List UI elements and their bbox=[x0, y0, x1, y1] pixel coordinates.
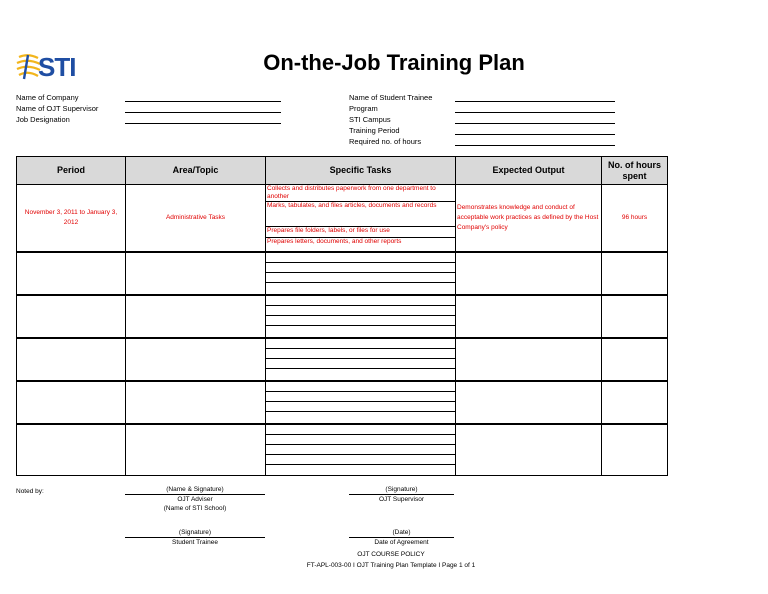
date-caption: (Date) bbox=[392, 529, 411, 536]
table-row bbox=[17, 424, 668, 476]
supervisor-signature-block[interactable] bbox=[349, 485, 454, 504]
field-company[interactable] bbox=[16, 92, 276, 103]
adviser-caption: (Name & Signature) bbox=[166, 486, 224, 493]
field-training-period[interactable] bbox=[349, 125, 669, 136]
noted-by-label: Noted by: bbox=[16, 488, 44, 495]
area-cell[interactable] bbox=[126, 381, 266, 424]
tasks-cell[interactable] bbox=[266, 381, 456, 424]
field-sti-campus[interactable] bbox=[349, 114, 669, 125]
field-program[interactable] bbox=[349, 103, 669, 114]
table-row bbox=[17, 381, 668, 424]
hours-cell[interactable]: 96 hours bbox=[602, 185, 668, 252]
header-period: Period bbox=[17, 157, 126, 185]
field-label: Training Period bbox=[349, 126, 400, 135]
output-cell[interactable] bbox=[456, 381, 602, 424]
task-item[interactable]: Marks, tabulates, and files articles, documents and records bbox=[266, 202, 455, 227]
field-label: Name of Student Trainee bbox=[349, 93, 433, 102]
header-area-topic: Area/Topic bbox=[126, 157, 266, 185]
table-header-row bbox=[17, 157, 668, 185]
adviser-signature-block[interactable] bbox=[125, 485, 265, 513]
period-cell[interactable] bbox=[17, 381, 126, 424]
logo-text: STI bbox=[38, 52, 76, 82]
hours-cell[interactable] bbox=[602, 295, 668, 338]
output-cell[interactable]: Demonstrates knowledge and conduct of acceptable work practices as defined by the Host Company's policy bbox=[456, 185, 602, 252]
trainee-signature-block[interactable] bbox=[125, 528, 265, 547]
footer-template: FT-APL-003-00 I OJT Training Plan Template I Page 1 of 1 bbox=[306, 562, 476, 569]
footer-policy: OJT COURSE POLICY bbox=[357, 551, 425, 558]
table-row bbox=[17, 252, 668, 295]
supervisor-caption: (Signature) bbox=[385, 486, 418, 493]
field-ojt-supervisor[interactable] bbox=[16, 103, 276, 114]
task-item[interactable]: Collects and distributes paperwork from one department to another bbox=[266, 185, 455, 202]
table-row bbox=[17, 185, 668, 252]
hours-cell[interactable] bbox=[602, 252, 668, 295]
hours-cell[interactable] bbox=[602, 424, 668, 476]
area-cell[interactable] bbox=[126, 295, 266, 338]
area-cell[interactable]: Administrative Tasks bbox=[126, 185, 266, 252]
date-title: Date of Agreement bbox=[349, 537, 454, 547]
task-item[interactable]: Prepares file folders, labels, or files for use bbox=[266, 227, 455, 238]
field-required-hours[interactable] bbox=[349, 136, 669, 147]
adviser-title: OJT Adviser bbox=[125, 494, 265, 504]
period-cell[interactable]: November 3, 2011 to January 3, 2012 bbox=[17, 185, 126, 252]
field-label: Name of Company bbox=[16, 93, 79, 102]
trainee-caption: (Signature) bbox=[178, 529, 212, 536]
period-cell[interactable] bbox=[17, 338, 126, 381]
field-label: STI Campus bbox=[349, 115, 391, 124]
period-cell[interactable] bbox=[17, 295, 126, 338]
output-cell[interactable] bbox=[456, 424, 602, 476]
field-label: Job Designation bbox=[16, 115, 70, 124]
trainee-title: Student Trainee bbox=[125, 537, 265, 547]
output-cell[interactable] bbox=[456, 295, 602, 338]
field-label: Program bbox=[349, 104, 378, 113]
hours-cell[interactable] bbox=[602, 338, 668, 381]
area-cell[interactable] bbox=[126, 252, 266, 295]
table-row bbox=[17, 338, 668, 381]
header-hours-spent: No. of hours spent bbox=[602, 157, 668, 185]
tasks-cell[interactable] bbox=[266, 424, 456, 476]
tasks-cell[interactable] bbox=[266, 295, 456, 338]
output-cell[interactable] bbox=[456, 252, 602, 295]
right-fields bbox=[349, 92, 669, 147]
table-row bbox=[17, 295, 668, 338]
supervisor-title: OJT Supervisor bbox=[349, 494, 454, 504]
output-cell[interactable] bbox=[456, 338, 602, 381]
field-student-trainee[interactable] bbox=[349, 92, 669, 103]
period-cell[interactable] bbox=[17, 424, 126, 476]
training-plan-table bbox=[16, 156, 668, 476]
area-cell[interactable] bbox=[126, 338, 266, 381]
tasks-cell[interactable] bbox=[266, 338, 456, 381]
page-title: On-the-Job Training Plan bbox=[263, 50, 525, 75]
header-specific-tasks: Specific Tasks bbox=[266, 157, 456, 185]
task-item[interactable]: Prepares letters, documents, and other reports bbox=[267, 238, 402, 245]
tasks-cell bbox=[266, 185, 456, 252]
period-cell[interactable] bbox=[17, 252, 126, 295]
tasks-cell[interactable] bbox=[266, 252, 456, 295]
left-fields bbox=[16, 92, 276, 125]
header-expected-output: Expected Output bbox=[456, 157, 602, 185]
date-signature-block[interactable] bbox=[349, 528, 454, 547]
hours-cell[interactable] bbox=[602, 381, 668, 424]
field-label: Required no. of hours bbox=[349, 137, 422, 146]
area-cell[interactable] bbox=[126, 424, 266, 476]
field-label: Name of OJT Supervisor bbox=[16, 104, 99, 113]
adviser-school: (Name of STI School) bbox=[163, 505, 227, 512]
field-job-designation[interactable] bbox=[16, 114, 276, 125]
